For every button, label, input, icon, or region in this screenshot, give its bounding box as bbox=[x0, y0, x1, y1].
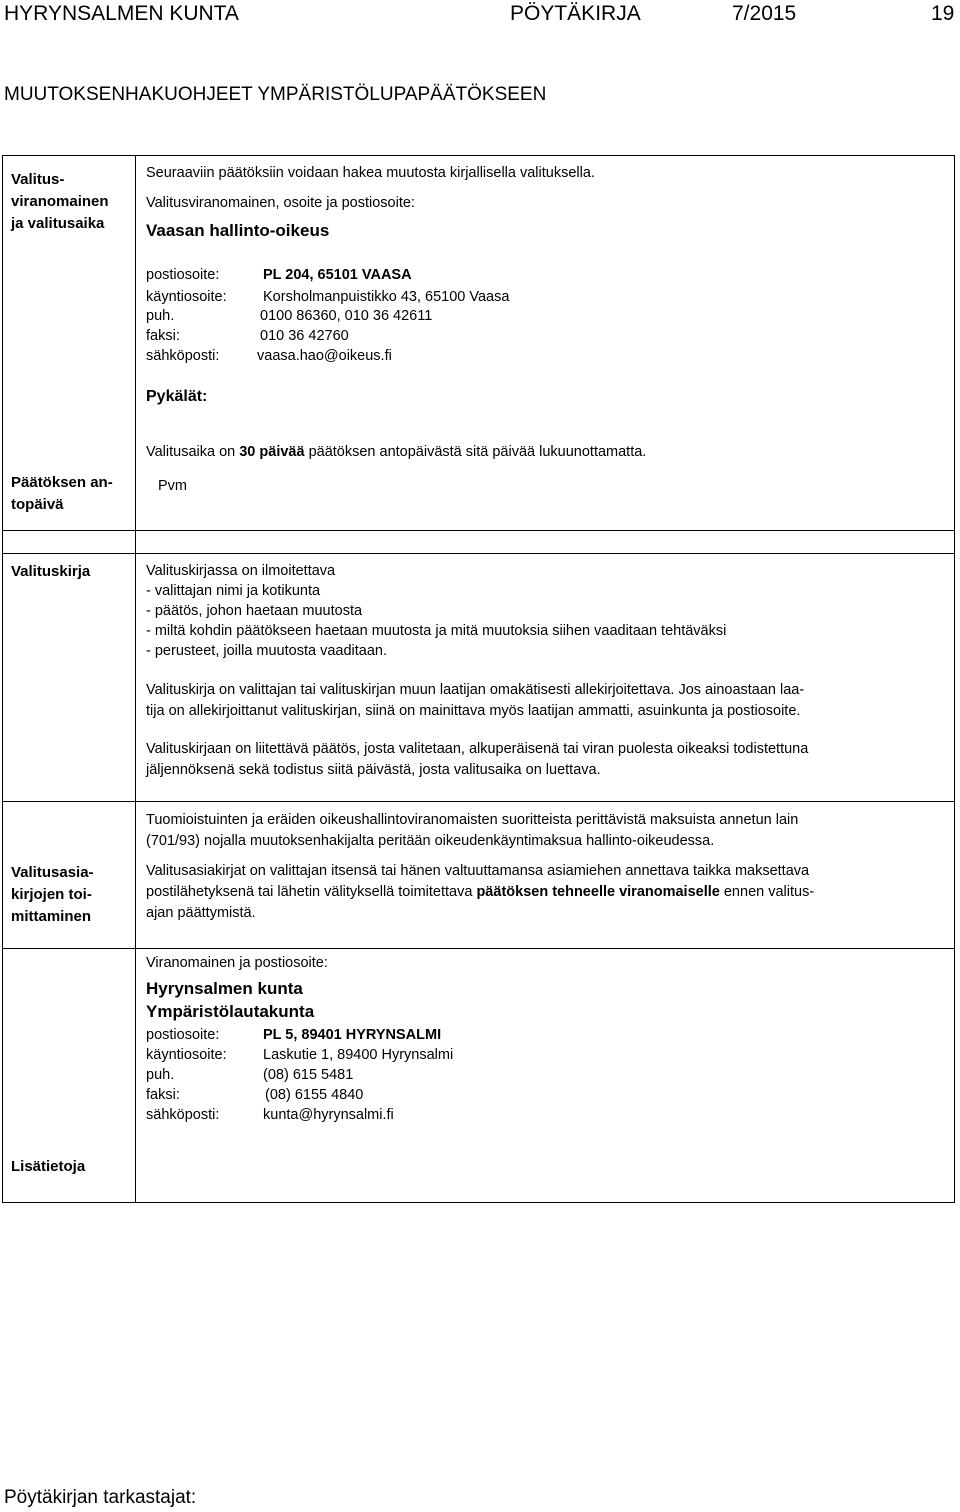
delivery-fax-value: (08) 6155 4840 bbox=[265, 1087, 364, 1103]
label-appeal-letter: Valituskirja bbox=[11, 563, 91, 580]
header-doc-number: 7/2015 bbox=[732, 2, 797, 25]
delivery-authority-name: Hyrynsalmen kunta bbox=[146, 979, 303, 998]
delivery-email-value: kunta@hyrynsalmi.fi bbox=[263, 1107, 394, 1123]
appeal-phone-value: 0100 86360, 010 36 42611 bbox=[260, 308, 433, 324]
decision-date-value: Pvm bbox=[158, 478, 187, 494]
label-additional-info: Lisätietoja bbox=[11, 1158, 86, 1175]
appeal-postal-value: PL 204, 65101 VAASA bbox=[263, 267, 412, 283]
appeal-fax-label: faksi: bbox=[146, 328, 180, 344]
appeal-visit-label: käyntiosoite: bbox=[146, 289, 227, 305]
letter-para3-line: Valituskirjaan on liitettävä päätös, josta valitetaan, alkuperäisenä tai viran puolesta oikeaksi todistettuna bbox=[146, 741, 809, 757]
letter-line: - miltä kohdin päätökseen haetaan muutosta ja mitä muutoksia siihen vaaditaan tehtäväksi bbox=[146, 623, 727, 639]
appeal-email-value: vaasa.hao@oikeus.fi bbox=[257, 348, 392, 364]
header-page-number: 19 bbox=[931, 2, 955, 25]
letter-line: - valittajan nimi ja kotikunta bbox=[146, 583, 321, 599]
label-appeal-authority: Valitus- viranomainen ja valitusaika bbox=[11, 171, 109, 232]
letter-line: Valituskirjassa on ilmoitettava bbox=[146, 563, 336, 579]
delivery-para2-line: Valitusasiakirjat on valittajan itsensä tai hänen valtuuttamansa asiamiehen annettava taikka maksettava bbox=[146, 863, 810, 879]
appeal-authority-name: Vaasan hallinto-oikeus bbox=[146, 221, 330, 240]
appeal-intro: Seuraaviin päätöksiin voidaan hakea muutosta kirjallisella valituksella. bbox=[146, 165, 595, 181]
appeal-visit-value: Korsholmanpuistikko 43, 65100 Vaasa bbox=[263, 289, 510, 305]
delivery-authority-board: Ympäristölautakunta bbox=[146, 1002, 315, 1021]
row-divider bbox=[3, 801, 954, 802]
delivery-postal-value: PL 5, 89401 HYRYNSALMI bbox=[263, 1027, 442, 1043]
delivery-para1-line: Tuomioistuinten ja eräiden oikeushallintoviranomaisten suoritteista perittävistä maksuista annetun lain bbox=[146, 812, 799, 828]
row-divider bbox=[3, 948, 954, 949]
row-divider bbox=[3, 530, 954, 531]
footer-reviewers: Pöytäkirjan tarkastajat: bbox=[4, 1487, 197, 1508]
header-municipality: HYRYNSALMEN KUNTA bbox=[4, 2, 239, 25]
appeal-phone-label: puh. bbox=[146, 308, 175, 324]
column-divider bbox=[135, 156, 136, 1202]
appeal-sections-label: Pykälät: bbox=[146, 388, 208, 405]
letter-para2-line: Valituskirja on valittajan tai valituskirjan muun laatijan omakätisesti allekirjoitettava. Jos ainoastaan laa- bbox=[146, 682, 805, 698]
appeal-instructions-table bbox=[2, 155, 955, 1203]
appeal-authority-heading: Valitusviranomainen, osoite ja postiosoite: bbox=[146, 195, 415, 211]
row-divider bbox=[3, 553, 954, 554]
delivery-phone-label: puh. bbox=[146, 1067, 175, 1083]
delivery-visit-label: käyntiosoite: bbox=[146, 1047, 227, 1063]
letter-line: - perusteet, joilla muutosta vaaditaan. bbox=[146, 643, 387, 659]
delivery-fax-label: faksi: bbox=[146, 1087, 180, 1103]
appeal-postal-label: postiosoite: bbox=[146, 267, 220, 283]
delivery-para1-line: (701/93) nojalla muutoksenhakijalta peritään oikeudenkäyntimaksua hallinto-oikeudessa. bbox=[146, 833, 715, 849]
header-doc-type: PÖYTÄKIRJA bbox=[510, 2, 641, 25]
label-decision-date: Päätöksen an- topäivä bbox=[11, 474, 113, 513]
letter-para3-line: jäljennöksenä sekä todistus siitä päivästä, josta valitusaika on luettava. bbox=[146, 762, 601, 778]
delivery-email-label: sähköposti: bbox=[146, 1107, 220, 1123]
label-delivery: Valitusasia- kirjojen toi- mittaminen bbox=[11, 864, 94, 925]
delivery-para2-line: ajan päättymistä. bbox=[146, 905, 256, 921]
delivery-authority-heading: Viranomainen ja postiosoite: bbox=[146, 955, 328, 971]
delivery-para2-line: postilähetyksenä tai lähetin välityksellä toimitettava päätöksen tehneelle viranomaiselle ennen valitus- bbox=[146, 884, 815, 900]
delivery-visit-value: Laskutie 1, 89400 Hyrynsalmi bbox=[263, 1047, 454, 1063]
page-title: MUUTOKSENHAKUOHJEET YMPÄRISTÖLUPAPÄÄTÖKSEEN bbox=[4, 84, 547, 105]
appeal-deadline: Valitusaika on 30 päivää päätöksen antopäivästä sitä päivää lukuunottamatta. bbox=[146, 444, 647, 460]
delivery-postal-label: postiosoite: bbox=[146, 1027, 220, 1043]
appeal-email-label: sähköposti: bbox=[146, 348, 220, 364]
delivery-phone-value: (08) 615 5481 bbox=[263, 1067, 354, 1083]
letter-para2-line: tija on allekirjoittanut valituskirjan, siinä on mainittava myös laatijan ammatti, asuinkunta ja postiosoite. bbox=[146, 703, 801, 719]
appeal-fax-value: 010 36 42760 bbox=[260, 328, 349, 344]
letter-line: - päätös, johon haetaan muutosta bbox=[146, 603, 363, 619]
